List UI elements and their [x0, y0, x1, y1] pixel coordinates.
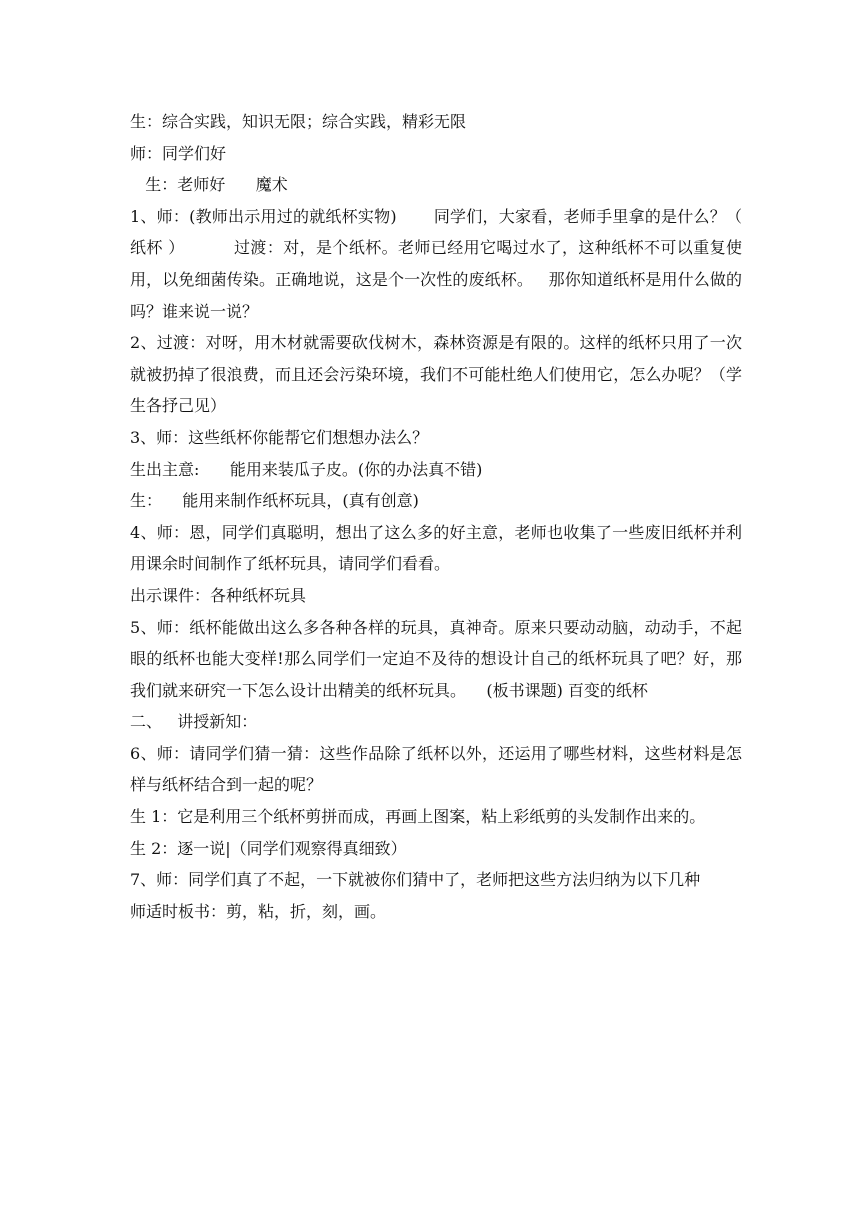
- paragraph: 7、师：同学们真了不起，一下就被你们猜中了，老师把这些方法归纳为以下几种: [130, 870, 701, 890]
- paragraph: 2、过渡：对呀，用木材就需要砍伐树木，森林资源是有限的。这样的纸杯只用了一次就被扔掉了很浪费，而且还会污染环境，我们不可能杜绝人们使用它，怎么办呢？（学生各抒己见）: [130, 333, 742, 416]
- paragraph: 生 1：它是利用三个纸杯剪拼而成，再画上图案，粘上彩纸剪的头发制作出来的。: [130, 807, 706, 827]
- paragraph: 生：综合实践，知识无限；综合实践，精彩无限: [130, 112, 467, 131]
- paragraph: 生出主意: 能用来装瓜子皮。(你的办法真不错): [130, 459, 483, 479]
- paragraph: 5、师：纸杯能做出这么多各种各样的玩具，真神奇。原来只要动动脑，动动手，不起眼的纸杯也能大变样!那么同学们一定迫不及待的想设计自己的纸杯玩具了吧？好，那我们就来研究一下怎么设计出精美的纸杯玩具。 (板书课题) 百变的纸杯: [130, 617, 742, 700]
- paragraph: 6、师：请同学们猜一猜：这些作品除了纸杯以外，还运用了哪些材料，这些材料是怎样与纸杯结合到一起的呢？: [130, 743, 742, 795]
- paragraph: 4、师：恩，同学们真聪明，想出了这么多的好主意，老师也收集了一些废旧纸杯并利用课余时间制作了纸杯玩具，请同学们看看。: [130, 522, 742, 574]
- section-heading: 二、 讲授新知：: [130, 712, 258, 732]
- paragraph: 生： 能用来制作纸杯玩具，(真有创意): [130, 491, 419, 511]
- document-body: [130, 106, 748, 927]
- paragraph: 1、师：(教师出示用过的就纸杯实物) 同学们，大家看，老师手里拿的是什么？（ 纸杯 ） 过渡：对，是个纸杯。老师已经用它喝过水了，这种纸杯不可以重复使用，以免细菌传染。正确地说，这是个一次性的废纸杯。 那你知道纸杯是用什么做的吗？谁来说一说？: [130, 206, 748, 321]
- paragraph: 3、师：这些纸杯你能帮它们想想办法么？: [130, 427, 429, 447]
- paragraph: 师适时板书：剪，粘，折，刻，画。: [130, 901, 387, 921]
- paragraph: 生 2：逐一说|（同学们观察得真细致）: [130, 838, 407, 858]
- paragraph: 出示课件：各种纸杯玩具: [130, 585, 307, 605]
- paragraph: 生：老师好 魔术: [130, 175, 288, 195]
- paragraph: 师：同学们好: [130, 143, 227, 163]
